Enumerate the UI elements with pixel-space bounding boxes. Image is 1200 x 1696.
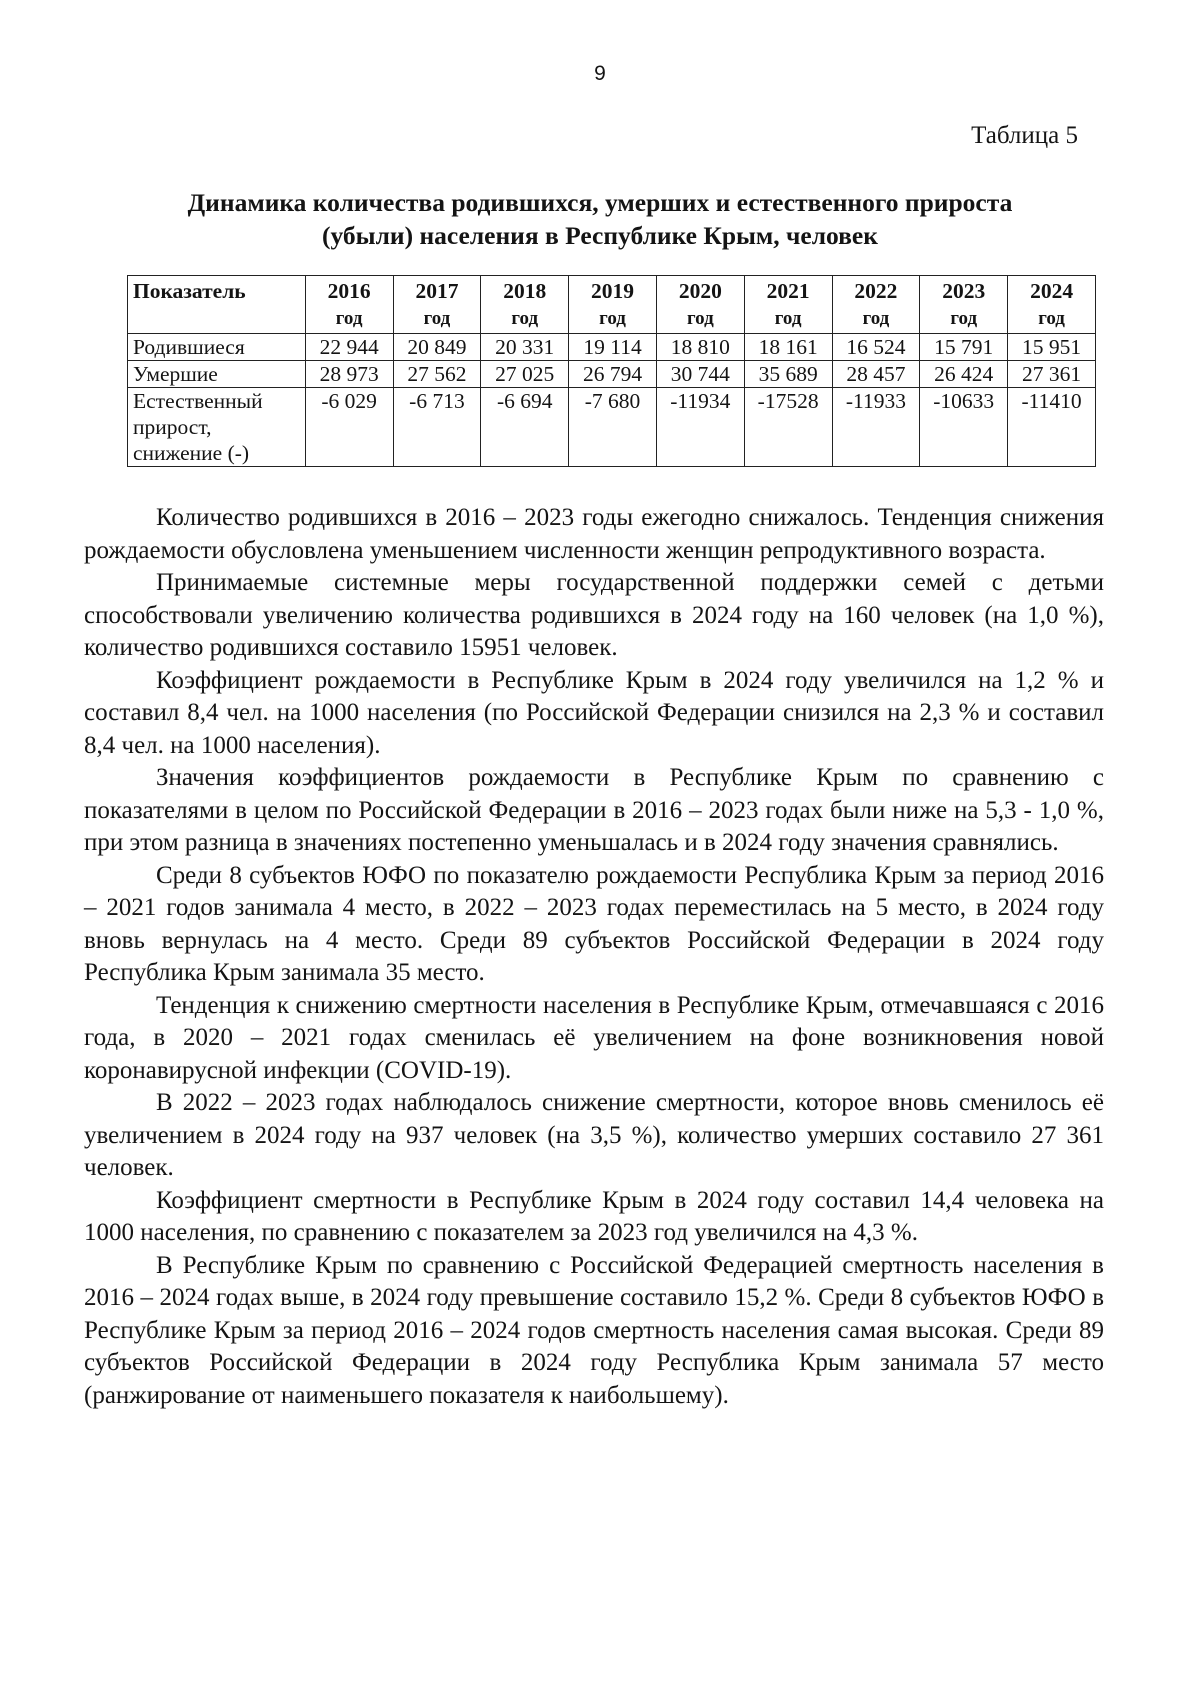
table-cell: 28 457 [832,361,920,388]
header-year [1008,276,1096,334]
paragraph: В Республике Крым по сравнению с Российской Федерацией смертность населения в 2016 – 2024 годах выше, в 2024 году превышение составило 15,2 %. Среди 8 субъектов ЮФО в Республике Крым за период 2016 – 2024 годов смертность населения самая высокая. Среди 89 субъектов Российской Федерации в 2024 году Республика Крым занимала 57 место (ранжирование от наименьшего показателя к наибольшему). [84,1251,1104,1409]
page-number: 9 [594,62,606,85]
header-year-unit: год [423,308,451,329]
table-cell: 18 161 [744,334,832,361]
row-label-line: прирост, [133,415,212,439]
header-year-value: 2016 [327,279,371,303]
table-title-line-2: (убыли) населения в Республике Крым, человек [322,221,878,250]
table-cell: 18 810 [656,334,744,361]
header-year [305,276,393,334]
header-year-unit: год [599,308,626,329]
row-label-line: Умершие [133,362,218,386]
header-year-value: 2022 [854,279,898,303]
table-cell: -6 713 [393,388,481,467]
table-cell: -6 694 [481,388,569,467]
paragraph: Коэффициент рождаемости в Республике Крым в 2024 году увеличился на 1,2 % и составил 8,4 чел. на 1000 населения (по Российской Федерации снизился на 2,3 % и составил 8,4 чел. на 1000 населения). [84,666,1104,759]
row-label-line: Родившиеся [133,335,245,359]
table-title [120,186,1080,252]
table-cell: -11410 [1008,388,1096,467]
row-label-line: Естественный [133,389,263,413]
table-cell: 27 361 [1008,361,1096,388]
paragraph: Тенденция к снижению смертности населения в Республике Крым, отмечавшаяся с 2016 года, в 2020 – 2021 годах сменилась её увеличением на фоне возникновения новой коронавирусной инфекции (COVID-19). [84,991,1104,1084]
table-cell: -6 029 [305,388,393,467]
statistics-table [127,275,1096,467]
row-label [128,361,306,388]
table-cell: -10633 [920,388,1008,467]
header-year [656,276,744,334]
table-header-row [128,276,1096,334]
header-year [393,276,481,334]
header-year-value: 2020 [678,279,722,303]
table-cell: 19 114 [569,334,657,361]
paragraph: Значения коэффициентов рождаемости в Республике Крым по сравнению с показателями в целом по Российской Федерации в 2016 – 2023 годах были ниже на 5,3 - 1,0 %, при этом разница в значениях постепенно уменьшалась и в 2024 году значения сравнялись. [84,764,1104,856]
table-cell: 20 331 [481,334,569,361]
table-cell: 16 524 [832,334,920,361]
paragraph: В 2022 – 2023 годах наблюдалось снижение смертности, которое вновь сменилось её увеличением в 2024 году на 937 человек (на 3,5 %), количество умерших составило 27 361 человек. [84,1089,1104,1181]
table-cell: -7 680 [569,388,657,467]
header-year [481,276,569,334]
header-year-value: 2018 [503,279,547,303]
table-label: Таблица 5 [971,122,1078,149]
paragraph: Количество родившихся в 2016 – 2023 годы ежегодно снижалось. Тенденция снижения рождаемости обусловлена уменьшением численности женщин репродуктивного возраста. [84,504,1104,564]
header-year-value: 2024 [1030,279,1074,303]
table-cell: 30 744 [656,361,744,388]
table-cell: -11933 [832,388,920,467]
header-year [832,276,920,334]
table-cell: 28 973 [305,361,393,388]
table-row-natural-increase [128,388,1096,467]
row-label [128,334,306,361]
table-cell: 26 424 [920,361,1008,388]
table-cell: 26 794 [569,361,657,388]
table-cell: -11934 [656,388,744,467]
header-year-unit: год [950,308,978,329]
row-label [128,388,306,467]
header-year-value: 2019 [591,279,635,303]
table-cell: 35 689 [744,361,832,388]
header-year-unit: год [686,308,714,329]
header-indicator: Показатель [128,276,306,334]
header-year-value: 2017 [415,279,459,303]
header-year [920,276,1008,334]
header-year-unit: год [1038,308,1065,329]
header-year-value: 2023 [942,279,986,303]
table-cell: 22 944 [305,334,393,361]
table-row-births [128,334,1096,361]
row-label-line: снижение (-) [133,441,250,465]
header-year-unit: год [511,308,539,329]
header-year [569,276,657,334]
table-cell: 15 951 [1008,334,1096,361]
header-year-value: 2021 [766,279,810,303]
header-year-unit: год [335,308,363,329]
table-cell: 15 791 [920,334,1008,361]
table-row-deaths [128,361,1096,388]
table-cell: 27 025 [481,361,569,388]
table-cell: 20 849 [393,334,481,361]
header-year-unit: год [862,308,890,329]
paragraph: Коэффициент смертности в Республике Крым в 2024 году составил 14,4 человека на 1000 населения, по сравнению с показателем за 2023 год увеличился на 4,3 %. [84,1186,1104,1246]
table-title-line-1: Динамика количества родившихся, умерших и естественного прироста [187,188,1013,217]
body-text [84,502,1104,1412]
paragraph: Принимаемые системные меры государственной поддержки семей с детьми способствовали увеличению количества родившихся в 2024 году на 160 человек (на 1,0 %), количество родившихся составило 15951 человек. [84,569,1104,661]
header-year [744,276,832,334]
header-year-unit: год [774,308,802,329]
table-cell: 27 562 [393,361,481,388]
paragraph: Среди 8 субъектов ЮФО по показателю рождаемости Республика Крым за период 2016 – 2021 годов занимала 4 место, в 2022 – 2023 годах переместилась на 5 место, в 2024 году вновь вернулась на 4 место. Среди 89 субъектов Российской Федерации в 2024 году Республика Крым занимала 35 место. [84,861,1104,986]
table-cell: -17528 [744,388,832,467]
